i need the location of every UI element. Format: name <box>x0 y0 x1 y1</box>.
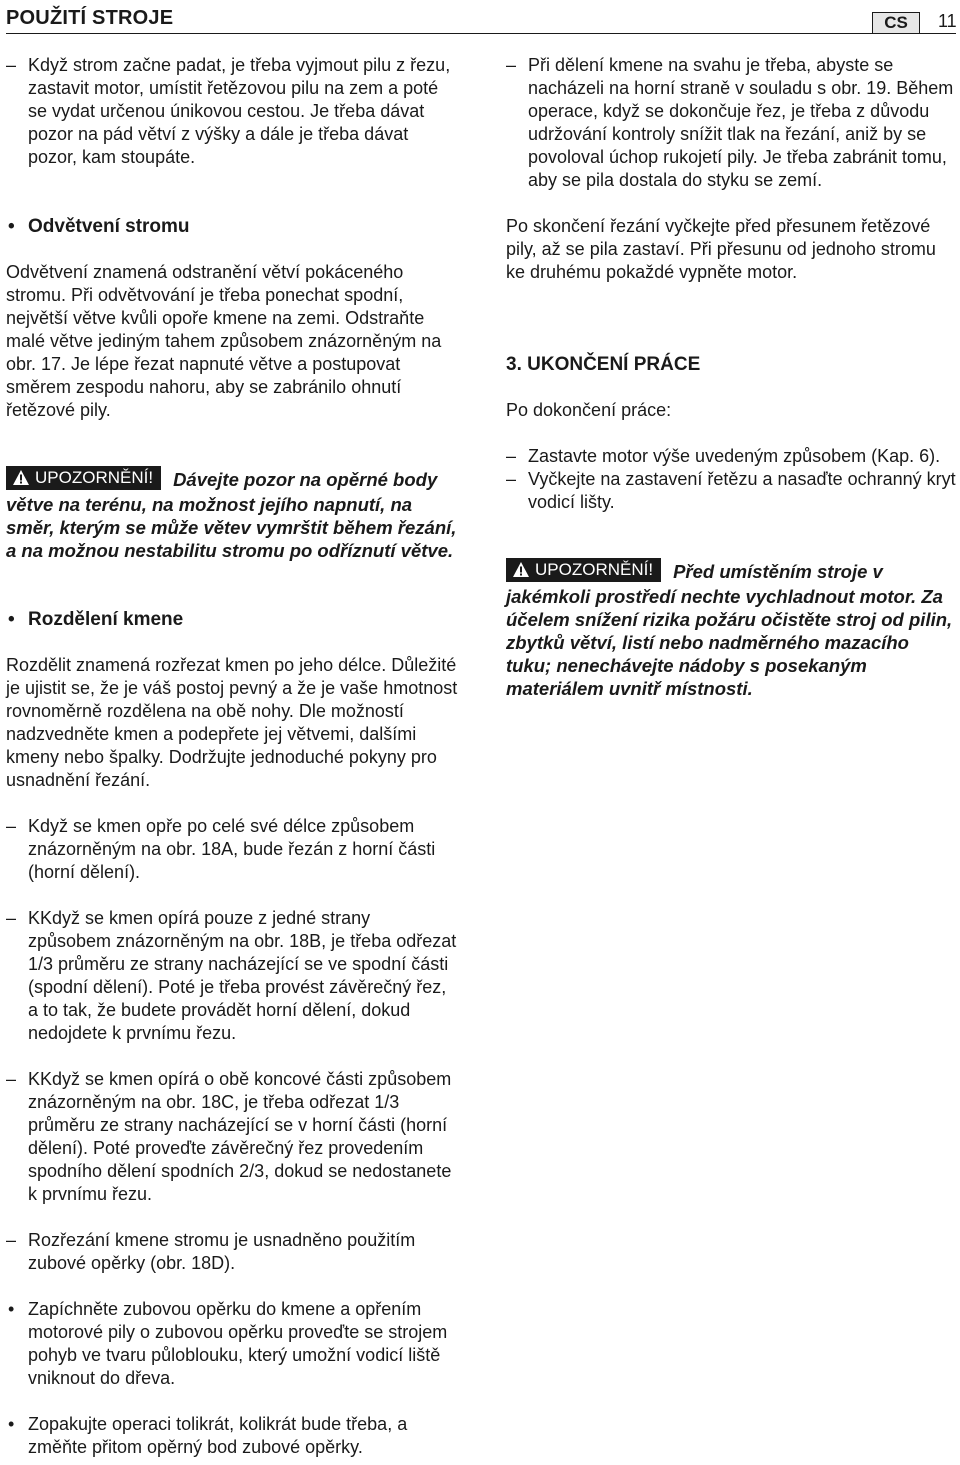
paragraph-bucking: Rozdělit znamená rozřezat kmen po jeho délce. Důležité je ujistit se, že je váš postoj pevný a že je vaše hmotnost rovnoměrně rozdělena na obě nohy. Dle možností nadzvedněte kmen a podepřete jej větvemi, dalšími kmeny nebo špalky. Dodržujte jednoduché pokyny pro usnadnění řezání. <box>6 655 458 790</box>
warning-text: Před umístěním stroje v jakémkoli prostředí nechte vychladnout motor. Za účelem snížení rizika požáru očistěte stroj od pilin, zbytků větví, listí nebo nadměrného mazacího tuku; nenechávejte nádoby s posekaným materiálem uvnitř místnosti. <box>506 561 953 699</box>
paragraph-delimbing: Odvětvení znamená odstranění větví pokáceného stromu. Při odvětvování je třeba ponechat spodní, největší větve kvůli opoře kmene na zemi. Odstraňte malé větve jediným tahem způsobem znázorněným na obr. 17. Je lépe řezat napnuté větve a postupovat směrem zespodu nahoru, aby se zabránilo ohnutí řetězové pily. <box>6 262 442 420</box>
section-title: POUŽITÍ STROJE <box>6 7 174 29</box>
chapter-heading: 3. UKONČENÍ PRÁCE <box>506 354 701 375</box>
warning-label: UPOZORNĚNÍ! <box>35 468 154 487</box>
paragraph-after-cut: Po skončení řezání vyčkejte před přesunem řetězové pily, až se pila zastaví. Při přesunu od jednoho stromu ke druhému pokaždé vypněte motor. <box>506 216 936 282</box>
list-item: – KKdyž se kmen opírá o obě koncové části způsobem znázorněným na obr. 18C, je třeba odřezat 1/3 průměru ze strany nacházející se v horní části (horní dělení). Poté proveďte závěrečný řez provedením spodního dělení spodních 2/3, dokud se nedostanete k prvnímu řezu. <box>6 1068 458 1206</box>
left-column <box>6 54 458 1459</box>
header-rule <box>6 33 956 34</box>
page-number: 11 <box>938 11 957 31</box>
warning-delimbing <box>6 468 458 562</box>
list-item: • Zapíchněte zubovou opěrku do kmene a opřením motorové pily o zubovou opěrku proveďte se strojem pohyb ve tvaru půloblouku, který umožní vodicí liště vniknout do dřeva. <box>6 1298 458 1390</box>
warning-text: Dávejte pozor na opěrné body větve na terénu, na možnost jejího napnutí, na směr, kterým se může větev vymrštit během řezání, a na možnou nestabilitu stromu po odříznutí větve. <box>6 469 457 561</box>
warning-fire <box>506 560 956 700</box>
list-item: – KKdyž se kmen opírá pouze z jedné strany způsobem znázorněným na obr. 18B, je třeba odřezat 1/3 průměru ze strany nacházející se ve spodní části (spodní dělení). Poté je třeba provést závěrečný řez, a to tak, že budete provádět horní dělení, dokud nedojdete k prvnímu řezu. <box>6 907 458 1045</box>
list-item: – Rozřezání kmene stromu je usnadněno použitím zubové opěrky (obr. 18D). <box>6 1229 458 1275</box>
chapter-intro: Po dokončení práce: <box>506 400 672 420</box>
heading-bucking: • Rozdělení kmene <box>6 608 458 631</box>
language-badge: CS <box>872 12 920 34</box>
warning-triangle-icon <box>12 469 30 486</box>
warning-badge <box>506 558 661 582</box>
heading-delimbing: • Odvětvení stromu <box>6 215 458 238</box>
warning-triangle-icon <box>512 561 530 578</box>
warning-badge <box>6 466 161 490</box>
slope-dash-item: – Při dělení kmene na svahu je třeba, abyste se nacházeli na horní straně v souladu s obr. 19. Během operace, když se dokončuje řez, je třeba z důvodu udržování kontroly snížit tlak na řezání, aniž by se povoloval úchop rukojetí pily. Je třeba zabránit tomu, aby se pila dostala do styku se zemí. <box>506 54 956 192</box>
right-column <box>506 54 956 700</box>
list-item: • Zopakujte operaci tolikrát, kolikrát bude třeba, a změňte přitom opěrný bod zubové opěrky. <box>6 1413 458 1459</box>
list-item: – Zastavte motor výše uvedeným způsobem (Kap. 6). <box>506 445 956 468</box>
warning-label: UPOZORNĚNÍ! <box>535 560 654 579</box>
list-item: – Když se kmen opře po celé své délce způsobem znázorněným na obr. 18A, bude řezán z horní části (horní dělení). <box>6 815 458 884</box>
page-header <box>6 4 956 34</box>
intro-dash-item: – Když strom začne padat, je třeba vyjmout pilu z řezu, zastavit motor, umístit řetězovou pilu na zem a poté se vydat určenou únikovou cestou. Je třeba dávat pozor na pád větví z výšky a dále je třeba dávat pozor, kam stoupáte. <box>6 54 458 169</box>
list-item: – Vyčkejte na zastavení řetězu a nasaďte ochranný kryt vodicí lišty. <box>506 468 956 514</box>
